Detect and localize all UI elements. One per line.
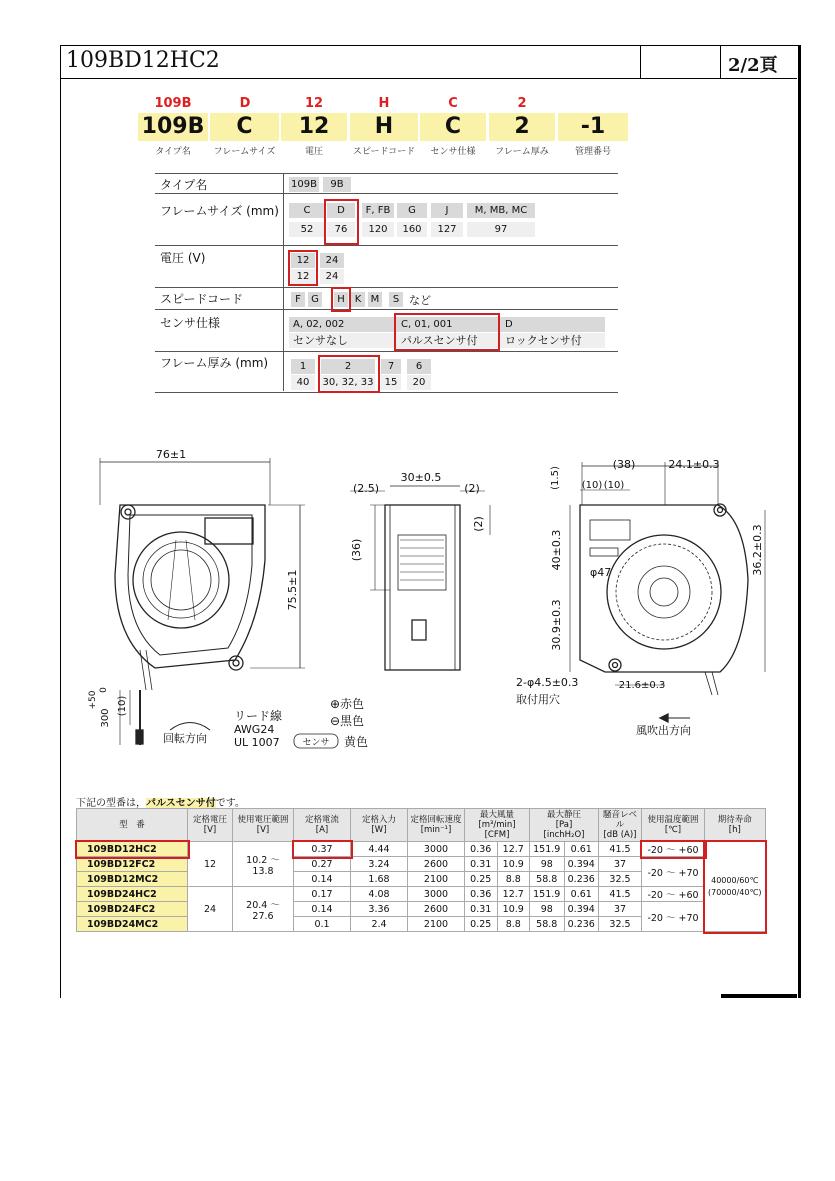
speed-cell: 3000: [408, 887, 465, 902]
spec-label: センサ仕様: [160, 316, 221, 330]
dim-back-216: 21.6±0.3: [618, 680, 666, 691]
column-header: 最大静圧 [Pa] [inchH₂O]: [530, 809, 599, 842]
spec-chip: H: [334, 292, 348, 307]
code-caption: センサ仕様: [430, 147, 476, 157]
speed-cell: 2100: [408, 872, 465, 887]
model-cell: 109BD24FC2: [77, 902, 188, 917]
noise-cell: 32.5: [599, 872, 642, 887]
temp-cell: -20 ～ +60: [642, 887, 705, 902]
table-row: [77, 902, 766, 917]
spec-value: 40: [291, 375, 315, 390]
spec-value: 76: [327, 222, 355, 237]
spec-chip: 24: [320, 253, 344, 268]
spec-chip: K: [351, 292, 365, 307]
spec-value: 12: [291, 269, 315, 284]
code-letter: 12: [304, 96, 324, 111]
code-caption: 管理番号: [574, 147, 611, 157]
pressure-cell: 0.394: [564, 902, 599, 917]
table-row: [77, 887, 766, 902]
dim-back-10a: (10): [581, 480, 603, 491]
side-view: [350, 486, 490, 670]
table-row: [77, 857, 766, 872]
back-view: [570, 462, 765, 722]
spec-chip: 9B: [323, 177, 351, 192]
document-title: 109BD12HC2: [66, 48, 220, 73]
model-cell: 109BD12MC2: [77, 872, 188, 887]
speed-cell: 2100: [408, 917, 465, 932]
column-header: 定格入力 [W]: [351, 809, 408, 842]
dim-back-10b: (10): [603, 480, 625, 491]
column-header: 最大風量 [m³/min] [CFM]: [465, 809, 530, 842]
current-cell: 0.14: [294, 872, 351, 887]
spec-label: 電圧 (V): [160, 251, 206, 265]
noise-cell: 37: [599, 902, 642, 917]
column-header: 使用電圧範囲 [V]: [233, 809, 294, 842]
spec-suffix: など: [409, 294, 431, 307]
code-box: 12: [281, 113, 347, 141]
flow-cell: 10.9: [497, 902, 530, 917]
flow-cell: 12.7: [497, 842, 530, 857]
input-cell: 3.36: [351, 902, 408, 917]
flow-cell: 0.25: [465, 917, 498, 932]
current-cell: 0.37: [294, 842, 351, 857]
column-header: 定格回転速度 [min⁻¹]: [408, 809, 465, 842]
spec-value: 15: [381, 375, 401, 390]
dim-lead-tol-plus: +50: [88, 690, 98, 710]
dim-back-40: 40±0.3: [550, 529, 563, 571]
code-letter: H: [378, 96, 390, 111]
model-cell: 109BD24HC2: [77, 887, 188, 902]
table-header-row: [77, 809, 766, 842]
dim-side-width: 30±0.5: [400, 471, 442, 484]
spec-value: 52: [289, 222, 325, 237]
spec-chip: C: [289, 203, 325, 218]
range-cell: 10.2 ～ 13.8: [233, 842, 294, 887]
noise-cell: 37: [599, 857, 642, 872]
spec-value: 97: [467, 222, 535, 237]
note-prefix: 下記の型番は，: [76, 798, 146, 809]
flow-cell: 10.9: [497, 857, 530, 872]
model-cell: 109BD12FC2: [77, 857, 188, 872]
airflow-label: 風吹出方向: [636, 724, 691, 737]
wire-red: ⊕赤色: [330, 697, 365, 711]
lead-title: リード線: [234, 709, 283, 723]
input-cell: 4.44: [351, 842, 408, 857]
dim-back-hole: 2-φ4.5±0.3: [516, 676, 579, 689]
rotation-label: 回転方向: [163, 732, 207, 745]
spec-label: フレームサイズ (mm): [160, 204, 279, 218]
current-cell: 0.17: [294, 887, 351, 902]
spec-value: 120: [362, 222, 394, 237]
wire-sensor-tag: センサ: [302, 738, 330, 748]
input-cell: 3.24: [351, 857, 408, 872]
spec-chip: 109B: [289, 177, 319, 192]
spec-value: 127: [431, 222, 463, 237]
lead-awg: AWG24: [234, 723, 275, 736]
model-cell: 109BD12HC2: [77, 842, 188, 857]
spec-chip: G: [397, 203, 427, 218]
speed-cell: 2600: [408, 857, 465, 872]
pressure-cell: 151.9: [530, 887, 565, 902]
model-note: [76, 794, 245, 809]
column-header: 騒音レベル [dB (A)]: [599, 809, 642, 842]
drawing-labels: [88, 448, 764, 749]
column-header: 定格電圧 [V]: [188, 809, 233, 842]
dim-back-24: 24.1±0.3: [668, 458, 720, 471]
spec-chip: 2: [321, 359, 375, 374]
dim-front-height: 75.5±1: [286, 569, 299, 611]
code-letter: D: [239, 96, 251, 111]
spec-chip: 1: [291, 359, 315, 374]
spec-chip: D: [501, 317, 605, 332]
range-cell: 20.4 ～ 27.6: [233, 887, 294, 932]
column-header: 期待寿命 [h]: [705, 809, 766, 842]
flow-cell: 8.8: [497, 917, 530, 932]
pressure-cell: 151.9: [530, 842, 565, 857]
voltage-cell: 24: [188, 887, 233, 932]
hole-label: 取付用穴: [516, 693, 560, 706]
dim-lead-tol-minus: 0: [99, 687, 109, 693]
code-box: C: [420, 113, 486, 141]
code-caption: スピードコード: [352, 147, 416, 157]
flow-cell: 0.31: [465, 902, 498, 917]
lead-ul: UL 1007: [234, 736, 280, 749]
code-letter: C: [448, 96, 458, 111]
dim-lead-length: 300: [100, 708, 111, 728]
spec-label: フレーム厚み (mm): [160, 356, 269, 370]
spec-label: スピードコード: [160, 292, 244, 306]
current-cell: 0.27: [294, 857, 351, 872]
code-letter: 2: [517, 96, 527, 111]
noise-cell: 41.5: [599, 887, 642, 902]
spec-value: ロックセンサ付: [501, 333, 605, 348]
table-row: [77, 842, 766, 857]
spec-value: 24: [320, 269, 344, 284]
temp-cell: -20 ～ +70: [642, 902, 705, 932]
pressure-cell: 58.8: [530, 917, 565, 932]
code-caption: フレームサイズ: [213, 147, 276, 157]
column-header: 使用温度範囲 [℃]: [642, 809, 705, 842]
dim-back-47: φ47: [590, 566, 612, 579]
speed-cell: 2600: [408, 902, 465, 917]
spec-chip: 7: [381, 359, 401, 374]
code-box: H: [350, 113, 418, 141]
spec-value: 30, 32, 33: [322, 377, 374, 388]
page-number: 2/2頁: [728, 55, 778, 76]
code-caption: タイプ名: [155, 147, 191, 157]
front-view: [100, 458, 305, 745]
spec-chip: S: [389, 292, 403, 307]
spec-chip: F, FB: [362, 203, 394, 218]
spec-value: 160: [397, 222, 427, 237]
model-spec-table: [76, 808, 766, 932]
spec-chip: D: [327, 203, 355, 218]
pressure-cell: 98: [530, 857, 565, 872]
noise-cell: 32.5: [599, 917, 642, 932]
input-cell: 4.08: [351, 887, 408, 902]
code-box: -1: [558, 113, 628, 141]
dim-side-right: (2): [464, 482, 480, 495]
pressure-cell: 0.61: [564, 887, 599, 902]
code-box: 2: [489, 113, 555, 141]
dim-back-38: (38): [612, 458, 636, 471]
model-cell: 109BD24MC2: [77, 917, 188, 932]
spec-chip: G: [308, 292, 322, 307]
code-caption: フレーム厚み: [495, 147, 549, 157]
pressure-cell: 0.394: [564, 857, 599, 872]
flow-cell: 12.7: [497, 887, 530, 902]
spec-value: センサなし: [289, 333, 397, 348]
code-box: C: [210, 113, 279, 141]
pressure-cell: 0.61: [564, 842, 599, 857]
dim-back-30: 30.9±0.3: [550, 599, 563, 651]
column-header: 定格電流 [A]: [294, 809, 351, 842]
pressure-cell: 0.236: [564, 872, 599, 887]
temp-cell: -20 ～ +60: [642, 842, 705, 857]
code-letter: 109B: [154, 96, 192, 111]
flow-cell: 0.36: [465, 842, 498, 857]
input-cell: 2.4: [351, 917, 408, 932]
pressure-cell: 0.236: [564, 917, 599, 932]
temp-cell: -20 ～ +70: [642, 857, 705, 887]
input-cell: 1.68: [351, 872, 408, 887]
flow-cell: 0.25: [465, 872, 498, 887]
current-cell: 0.14: [294, 902, 351, 917]
spec-label: タイプ名: [160, 178, 208, 192]
spec-chip: J: [431, 203, 463, 218]
speed-cell: 3000: [408, 842, 465, 857]
note-suffix: です。: [215, 798, 245, 809]
spec-chip: A, 02, 002: [289, 317, 397, 332]
wire-black: ⊖黒色: [330, 714, 365, 728]
dim-back-36: 36.2±0.3: [751, 524, 764, 576]
column-header: 型 番: [77, 809, 188, 842]
current-cell: 0.1: [294, 917, 351, 932]
dim-side-height: (36): [350, 538, 363, 562]
bottom-bar: [721, 994, 797, 998]
spec-chip: M: [368, 292, 382, 307]
pressure-cell: 98: [530, 902, 565, 917]
dim-side-right2: (2): [472, 516, 485, 532]
code-caption: 電圧: [304, 147, 323, 157]
noise-cell: 41.5: [599, 842, 642, 857]
spec-value: パルスセンサ付: [397, 333, 501, 348]
spec-chip: 12: [291, 253, 315, 268]
life-cell: 40000/60℃ (70000/40℃): [705, 842, 766, 932]
spec-chip: F: [291, 292, 305, 307]
wire-yellow: 黄色: [344, 735, 369, 749]
spec-value: 20: [407, 375, 431, 390]
code-box: 109B: [138, 113, 208, 141]
dim-back-15: (1.5): [550, 466, 561, 490]
flow-cell: 0.31: [465, 857, 498, 872]
flow-cell: 8.8: [497, 872, 530, 887]
dim-lead-10: (10): [117, 695, 128, 717]
flow-cell: 0.36: [465, 887, 498, 902]
voltage-cell: 12: [188, 842, 233, 887]
spec-chip: 6: [407, 359, 431, 374]
dim-side-left: (2.5): [352, 482, 380, 495]
spec-chip: M, MB, MC: [467, 203, 535, 218]
spec-chip: C, 01, 001: [397, 317, 501, 332]
dim-front-width: 76±1: [155, 448, 187, 461]
note-highlight: パルスセンサ付: [146, 798, 216, 809]
pressure-cell: 58.8: [530, 872, 565, 887]
